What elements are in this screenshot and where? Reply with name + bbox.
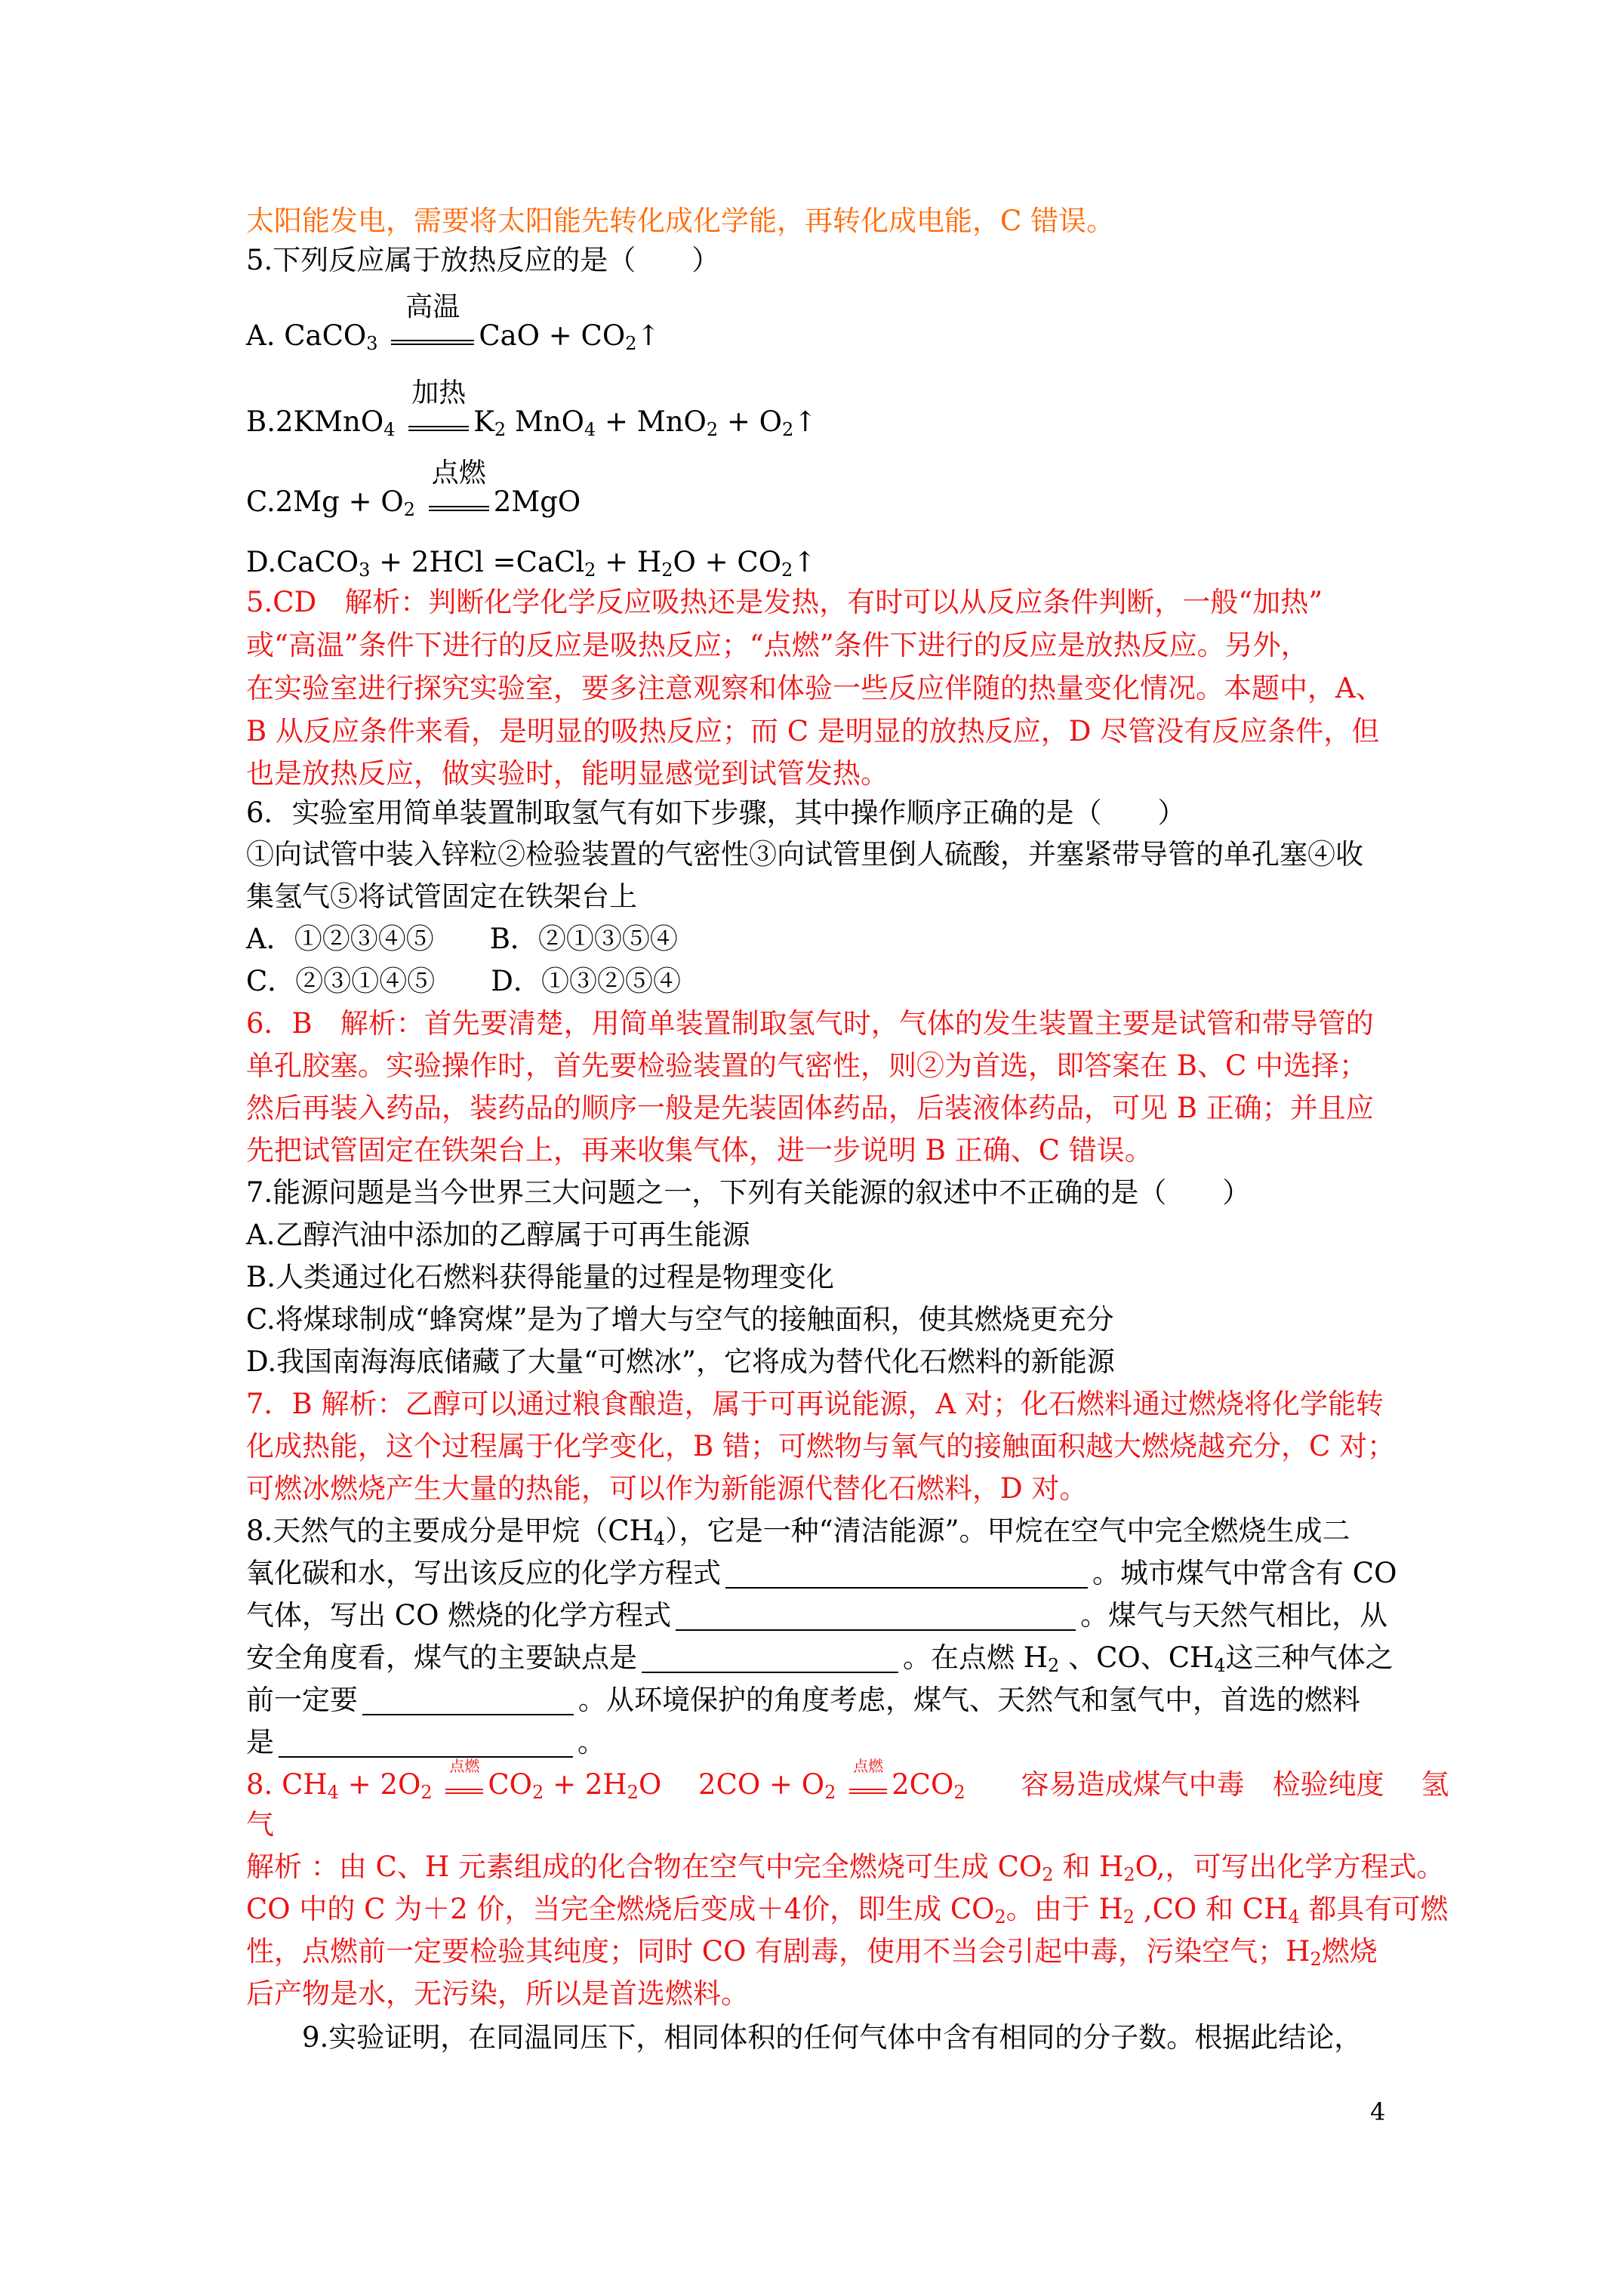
question-8: 氧化碳和水，写出该反应的化学方程式 。城市煤气中常含有 CO: [246, 1557, 1397, 1589]
question-8: 气体，写出 CO 燃烧的化学方程式 。煤气与天然气相比，从: [246, 1599, 1388, 1632]
answer-blank[interactable]: [642, 1643, 898, 1673]
answer-5-line: 5.CD 解析：判断化学化学反应吸热还是发热，有时可以从反应条件判断，一般“加热”: [246, 586, 1323, 618]
answer-4-tail: 太阳能发电，需要将太阳能先转化成化学能，再转化成电能，C 错误。: [246, 205, 1115, 237]
answer-6-line: 6．B 解析：首先要清楚，用简单装置制取氢气时，气体的发生装置主要是试管和带导管的: [246, 1007, 1374, 1040]
option-5c: C.2Mg + O2 点燃 2MgO: [246, 458, 581, 520]
question-8: 安全角度看，煤气的主要缺点是 。在点燃 H2 、CO、CH4这三种气体之: [246, 1641, 1394, 1676]
condition-ignite: 点燃: [445, 1787, 483, 1794]
answer-7-line: 7．B 解析：乙醇可以通过粮食酿造，属于可再说能源，A 对；化石燃料通过燃烧将化学能转: [246, 1388, 1384, 1420]
answer-6-line: 单孔胶塞。实验操作时，首先要检验装置的气密性，则②为首选，即答案在 B、C 中选择；: [246, 1049, 1368, 1082]
question-9: 9.实验证明，在同温同压下，相同体积的任何气体中含有相同的分子数。根据此结论，: [246, 2021, 1363, 2054]
answer-5-line: 也是放热反应，做实验时，能明显感觉到试管发热。: [246, 757, 888, 790]
option-5a: A. CaCO3 高温 CaO + CO2↑: [246, 291, 661, 354]
question-5: 5.下列反应属于放热反应的是（ ）: [246, 244, 720, 276]
answer-8-line: 8. CH4 + 2O2 点燃 CO2 + 2H2O 2CO + O2 点燃 2CO2 容易造成煤气中毒 检验纯度 氢: [246, 1757, 1449, 1803]
answer-8-line: 气: [246, 1808, 274, 1841]
answer-8-line: 后产物是水，无污染，所以是首选燃料。: [246, 1977, 749, 2010]
answer-5-line: 在实验室进行探究实验室，要多注意观察和体验一些反应伴随的热量变化情况。本题中，A、: [246, 672, 1384, 704]
condition-ignite: 点燃: [429, 504, 489, 511]
answer-6-line: 先把试管固定在铁架台上，再来收集气体，进一步说明 B 正确、C 错误。: [246, 1134, 1153, 1166]
question-7: 7.能源问题是当今世界三大问题之一，下列有关能源的叙述中不正确的是（ ）: [246, 1176, 1251, 1209]
option-5d: D.CaCO3 + 2HCl =CaCl2 + H2O + CO2↑: [246, 546, 817, 581]
answer-blank[interactable]: [676, 1601, 1076, 1631]
page-number: 4: [1370, 2097, 1386, 2126]
question-6-steps: 集氢气⑤将试管固定在铁架台上: [246, 880, 637, 913]
condition-ignite: 点燃: [849, 1787, 887, 1794]
answer-5-line: 或“高温”条件下进行的反应是吸热反应；“点燃”条件下进行的反应是放热反应。另外，: [246, 629, 1309, 661]
question-8: 是 。: [246, 1726, 605, 1758]
question-8: 8.天然气的主要成分是甲烷（CH4），它是一种“清洁能源”。甲烷在空气中完全燃烧生成二: [246, 1515, 1350, 1549]
question-6-options: A．①②③④⑤ B．②①③⑤④: [246, 923, 678, 955]
condition-high-temp: 高温: [391, 338, 474, 345]
option-7b: B.人类通过化石燃料获得能量的过程是物理变化: [246, 1261, 834, 1293]
answer-blank[interactable]: [362, 1685, 574, 1715]
option-5b: B.2KMnO4 加热 K2 MnO4 + MnO2 + O2↑: [246, 378, 818, 440]
question-8: 前一定要 。从环境保护的角度考虑，煤气、天然气和氢气中，首选的燃料: [246, 1684, 1360, 1716]
option-7c: C.将煤球制成“蜂窝煤”是为了增大与空气的接触面积，使其燃烧更充分: [246, 1303, 1114, 1336]
answer-blank[interactable]: [279, 1727, 573, 1758]
answer-5-line: B 从反应条件来看，是明显的吸热反应；而 C 是明显的放热反应，D 尽管没有反应条件，但: [246, 715, 1380, 747]
option-7d: D.我国南海海底储藏了大量“可燃冰”，它将成为替代化石燃料的新能源: [246, 1345, 1115, 1378]
answer-7-line: 可燃冰燃烧产生大量的热能，可以作为新能源代替化石燃料，D 对。: [246, 1472, 1088, 1505]
question-6-steps: ①向试管中装入锌粒②检验装置的气密性③向试管里倒人硫酸，并塞紧带导管的单孔塞④收: [246, 838, 1363, 871]
question-6-options: C．②③①④⑤ D．①③②⑤④: [246, 965, 681, 997]
condition-heat: 加热: [408, 424, 469, 431]
answer-7-line: 化成热能，这个过程属于化学变化，B 错；可燃物与氧气的接触面积越大燃烧越充分，C 对；: [246, 1430, 1396, 1462]
answer-6-line: 然后再装入药品，装药品的顺序一般是先装固体药品，后装液体药品，可见 B 正确；并且应: [246, 1092, 1374, 1124]
answer-blank[interactable]: [725, 1558, 1088, 1589]
option-7a: A.乙醇汽油中添加的乙醇属于可再生能源: [246, 1219, 750, 1251]
question-6: 6．实验室用简单装置制取氢气有如下步骤，其中操作顺序正确的是（ ）: [246, 797, 1186, 829]
answer-8-line: 解析 ：由 C、H 元素组成的化合物在空气中完全燃烧可生成 CO2 和 H2O,，可写出化学方程式。: [246, 1851, 1445, 1885]
answer-8-line: CO 中的 C 为＋2 价，当完全燃烧后变成＋4价，即生成 CO2。由于 H2 ,CO 和 CH4 都具有可燃: [246, 1893, 1449, 1928]
answer-8-line: 性，点燃前一定要检验其纯度；同时 CO 有剧毒，使用不当会引起中毒，污染空气；H2燃烧: [246, 1935, 1378, 1970]
